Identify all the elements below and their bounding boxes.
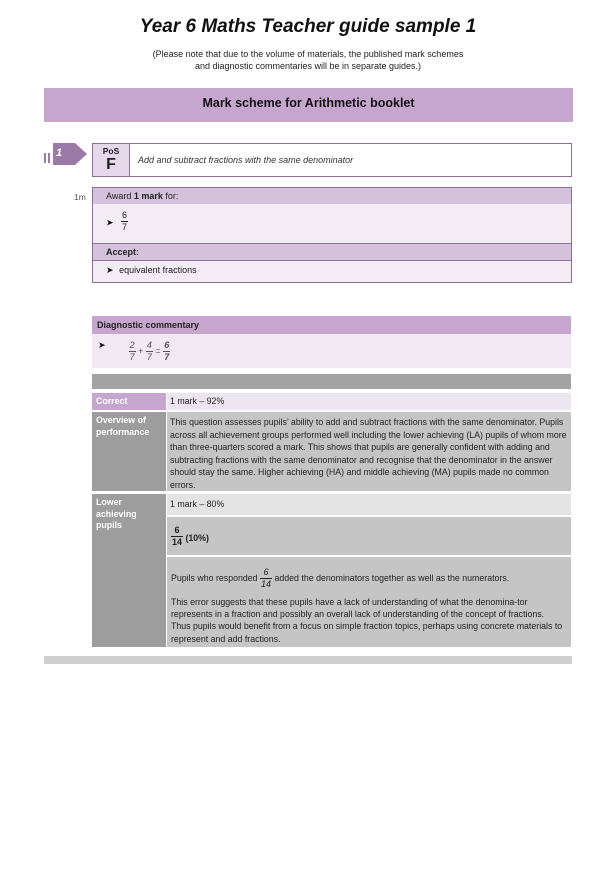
eq-b-den: 7 — [146, 352, 152, 362]
lower-achieving-label: Lower achieving pupils — [92, 494, 166, 647]
diagnostic-equation — [98, 340, 170, 363]
award-mark: 1 mark — [133, 191, 163, 201]
overview-text: This question assesses pupils’ ability to add and subtract fractions with the same denominator. Pupils across all achievement groups performed well including the lower achieving (LA) pupils of whom more than three-quarters scored a mark. This shows that pupils are generally confident with adding and subtracting fractions with the same denominator and recognise that the denominator in the answer should stay the same. Higher achieving (HA) and middle achieving (MA) pupils made no common errors. — [167, 412, 571, 491]
bullet-arrow-icon: ➤ — [106, 265, 114, 275]
common-error-box — [167, 517, 571, 555]
responded-fraction — [260, 567, 272, 590]
eq-plus: + — [138, 345, 144, 356]
eq-r-den: 7 — [164, 352, 170, 362]
eq-a-den: 7 — [129, 352, 135, 362]
responded-suffix: added the denominators together as well as the numerators. — [274, 572, 510, 583]
accept-item — [106, 265, 197, 276]
accept-header — [92, 244, 572, 261]
eq-equals: = — [155, 345, 161, 356]
note-line-1: (Please note that due to the volume of materials, the published mark schemes — [152, 49, 464, 59]
pos-description: Add and subtract fractions with the same denominator — [138, 155, 354, 165]
eq-b-num: 4 — [146, 340, 152, 350]
error-numerator: 6 — [171, 525, 183, 537]
answer-fraction — [121, 210, 128, 233]
error-fraction — [171, 525, 183, 548]
section-banner-title: Mark scheme for Arithmetic booklet — [202, 96, 415, 110]
responded-line — [171, 567, 509, 590]
error-explanation-box — [167, 557, 571, 647]
accept-label: Accept: — [106, 247, 140, 257]
bottom-divider — [44, 656, 572, 664]
correct-label: Correct — [92, 393, 166, 410]
responded-denominator: 14 — [261, 579, 272, 589]
error-explanation: This error suggests that these pupils have a lack of understanding of what the denomina-tor represents in a fraction and possibly an overall lack of understanding of the concept of fractions. Thus pupils would benefit from a focus on simple fraction topics, perhaps using concrete materials to represent and add fractions. — [171, 597, 563, 644]
pos-letter: F — [106, 156, 116, 173]
eq-fraction-result — [163, 340, 170, 363]
page-title: Year 6 Maths Teacher guide sample 1 — [139, 16, 477, 37]
marks-available: 1m — [74, 192, 86, 202]
error-denominator: 14 — [172, 537, 183, 547]
eq-fraction-b — [146, 340, 153, 363]
correct-value: 1 mark – 92% — [167, 393, 571, 410]
accept-item-text: equivalent fractions — [119, 265, 197, 275]
question-number: 1 — [56, 147, 63, 159]
responded-prefix: Pupils who responded — [171, 572, 258, 583]
award-suffix: for: — [165, 191, 179, 201]
note-line-2: and diagnostic commentaries will be in separate guides.) — [194, 61, 422, 71]
award-prefix: Award — [106, 191, 132, 201]
divider-bar — [92, 374, 571, 389]
answer-denominator: 7 — [122, 222, 128, 232]
answer-numerator: 6 — [122, 210, 128, 220]
responded-numerator: 6 — [260, 567, 272, 579]
award-text — [106, 191, 178, 201]
overview-label: Overview of performance — [92, 412, 166, 491]
eq-r-num: 6 — [164, 340, 170, 350]
answer-box — [92, 204, 572, 244]
bullet-arrow-icon: ➤ — [106, 217, 114, 228]
publication-note — [0, 48, 616, 72]
lower-achieving-mark: 1 mark – 80% — [167, 494, 571, 515]
bullet-arrow-icon: ➤ — [98, 339, 106, 350]
eq-fraction-a — [129, 340, 136, 363]
diagnostic-heading: Diagnostic commentary — [97, 320, 200, 330]
pos-label: PoS — [102, 146, 120, 156]
question-marker-bars — [44, 150, 52, 160]
eq-a-num: 2 — [129, 340, 135, 350]
error-percentage: (10%) — [185, 532, 209, 543]
